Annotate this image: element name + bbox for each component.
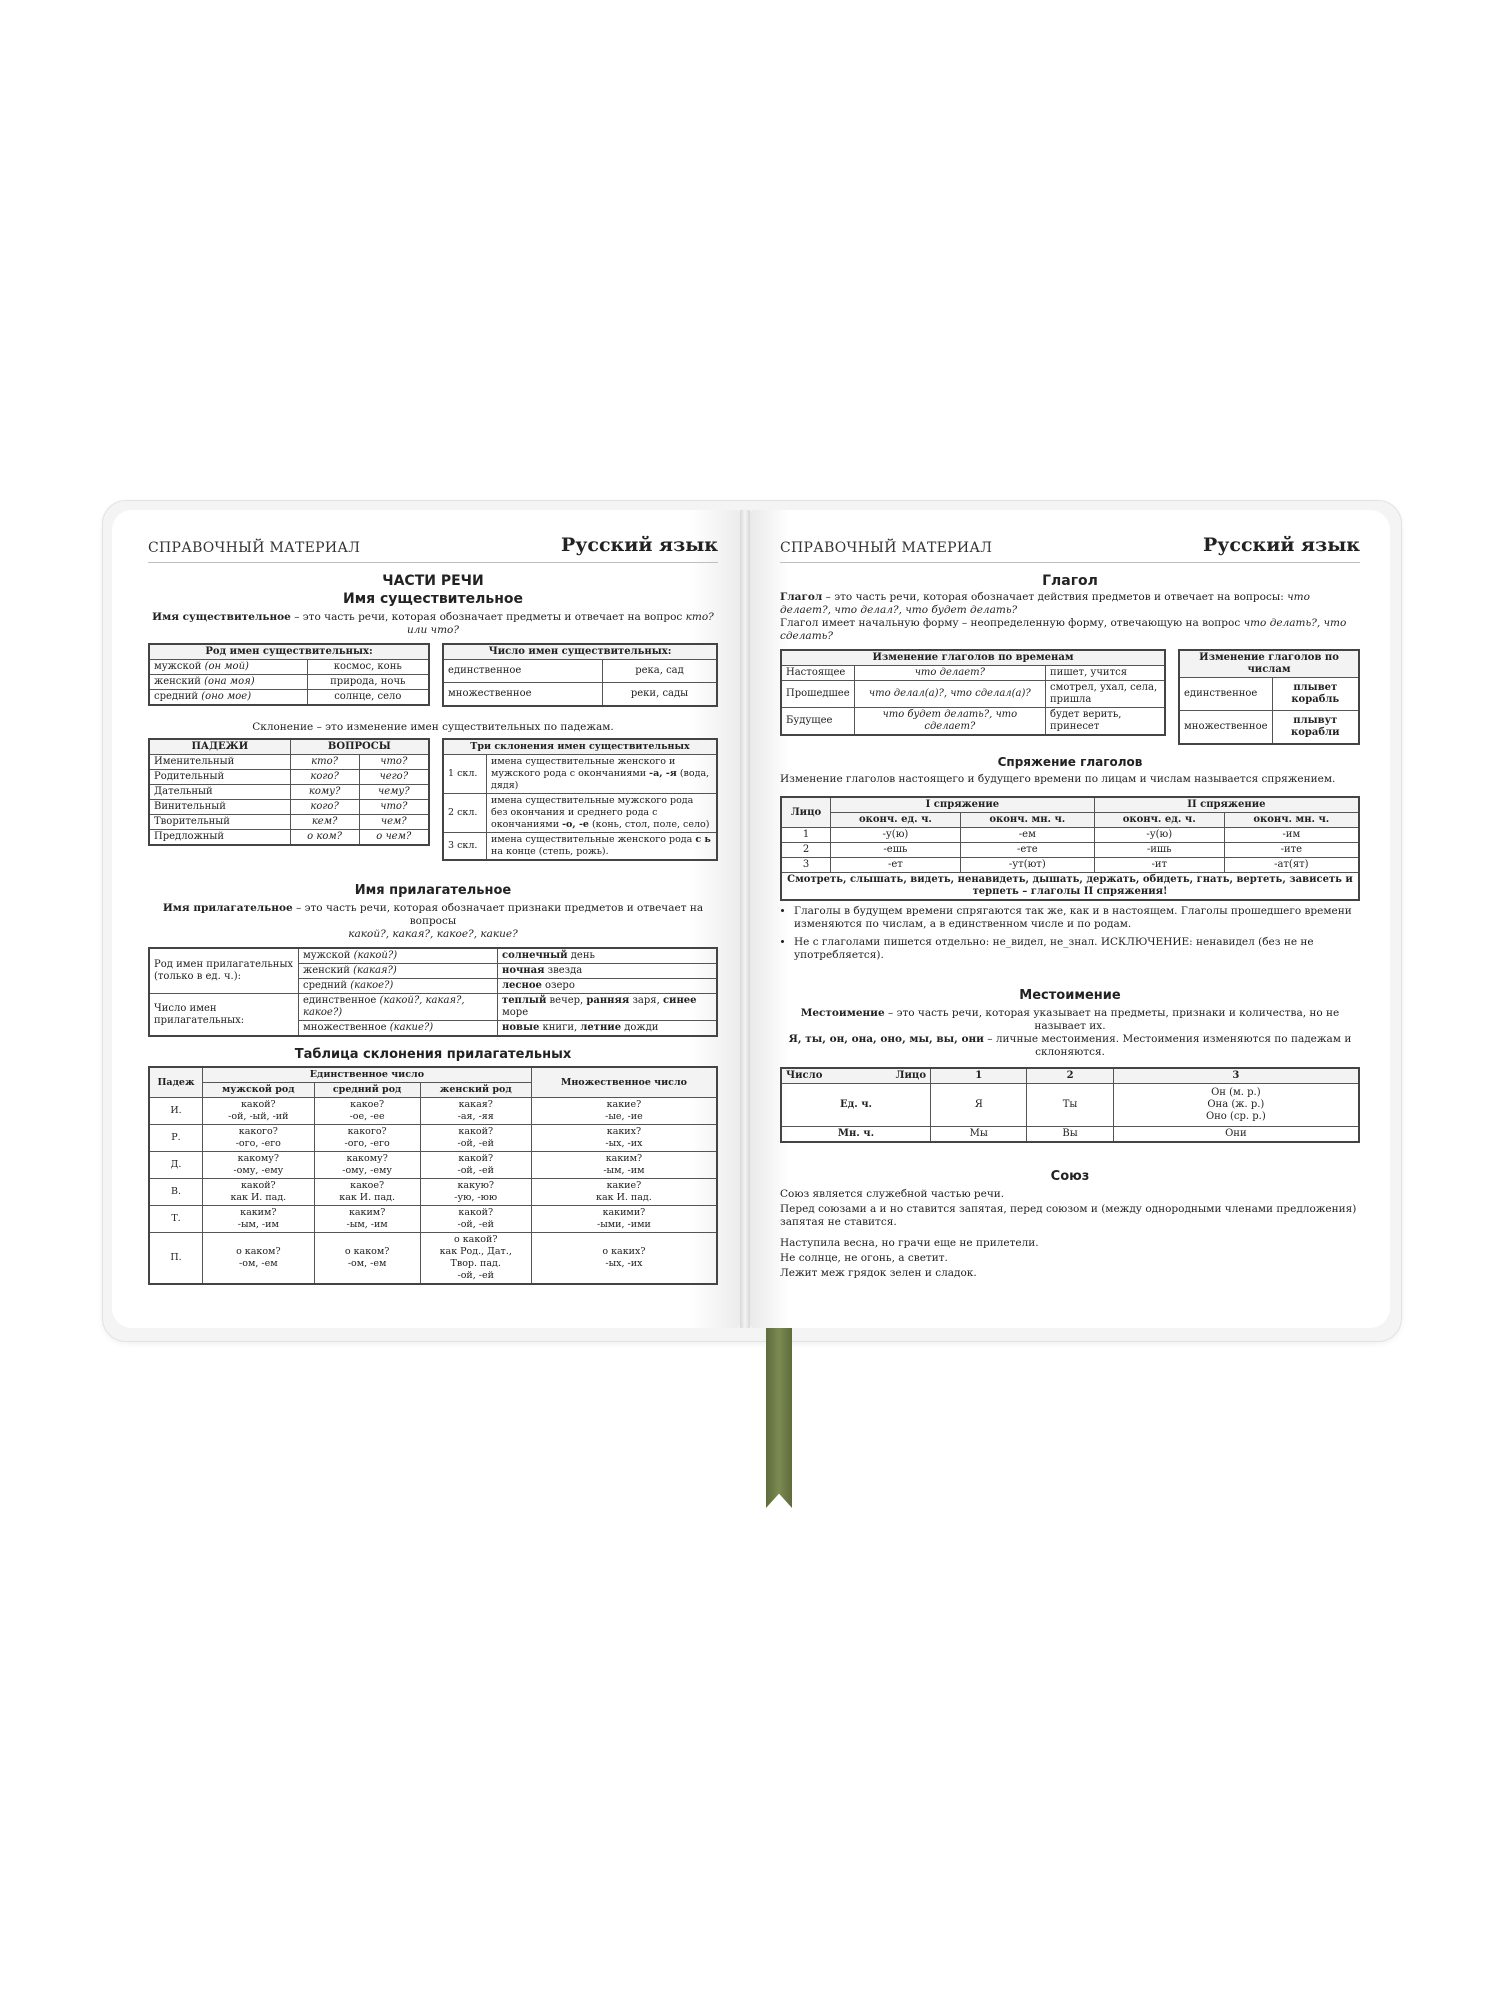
header-label: СПРАВОЧНЫЙ МАТЕРИАЛ [780,540,993,556]
three-declensions-table: Три склонения имен существительных 1 скл. имена существительные женского и мужского рода с окончаниями -а, -я (вода, дядя) 2 скл. имена существительные мужского рода без окончания и среднего рода с окончаниями -о, -е (конь, стол, поле, село) 3 скл. имена существительные женского рода с ь на конце (степь, рожь). [442,738,718,861]
case-cell: П. [149,1233,203,1285]
conjugation-definition: Изменение глаголов настоящего и будущего времени по лицам и числам называется спряжением. [780,773,1336,785]
ending-cell: какой? -ой, -ей [420,1152,531,1179]
ending-cell: о какой? как Род., Дат., Твор. пад. -ой, -ей [420,1233,531,1285]
header-subject: Русский язык [560,534,718,556]
union-line: Союз является служебной частью речи. [780,1188,1005,1200]
ending-cell: о каком? -ом, -ем [314,1233,420,1285]
ending-cell: какой? -ой, -ый, -ий [203,1098,315,1125]
union-line: Перед союзами а и но ставится запятая, перед союзом и (между однородными членами предложения) запятая не ставится. [780,1203,1357,1228]
ending-cell: о каких? -ых, -их [531,1233,717,1285]
pronoun-title: Местоимение [1019,988,1121,1003]
noun-gender-table: Род имен существительных: мужской (он мой) космос, конь женский (она моя) природа, ночь средний (оно мое) солнце, село [148,643,430,706]
ending-cell: какими? -ыми, -ими [531,1206,717,1233]
page-header [780,534,1360,563]
table-row [149,1179,717,1206]
ending-cell: о каком? -ом, -ем [203,1233,315,1285]
page-header [148,534,718,563]
ending-cell: какие? -ые, -ие [531,1098,717,1125]
verb-notes [780,905,1360,962]
noun-definition: Имя существительное – это часть речи, которая обозначает предметы и отвечает на вопрос кто? или что? [152,611,714,636]
ending-cell: какой? -ой, -ей [420,1125,531,1152]
header-subject: Русский язык [1202,534,1360,556]
case-cell: Д. [149,1152,203,1179]
adjective-definition: Имя прилагательное – это часть речи, которая обозначает признаки предметов и отвечает на вопросы какой?, какая?, какое?, какие? [162,902,704,940]
ending-cell: какого? -ого, -его [314,1125,420,1152]
ending-cell: каким? -ым, -им [314,1206,420,1233]
union-example: Лежит меж грядок зелен и сладок. [780,1267,977,1279]
header-label: СПРАВОЧНЫЙ МАТЕРИАЛ [148,540,361,556]
ending-cell: какой? -ой, -ей [420,1206,531,1233]
pronoun-definition: Местоимение – это часть речи, которая указывает на предметы, признаки и количества, но не называет их. Я, ты, он, она, оно, мы, вы, они – личные местоимения. Местоимения изменяются по падежам и склоняются. [788,1007,1352,1058]
union-title: Союз [1050,1169,1090,1184]
note-item: • Глаголы в будущем времени спрягаются так же, как и в настоящем. Глаголы прошедшего времени изменяются по числам, а в единственном числе и по родам. [794,905,1360,931]
left-page [112,510,740,1328]
verb-number-table: Изменение глаголов по числам единственное плывет корабль множественное плывут корабли [1178,649,1360,745]
ending-cell: каким? -ым, -им [531,1152,717,1179]
verb-definition: Глагол – это часть речи, которая обозначает действия предметов и отвечает на вопросы: что делает?, что делал?, что будет делать? Глагол имеет начальную форму – неопределенную форму, отвечающую на вопрос что делать?, что сделать? [780,591,1347,642]
ending-cell: какого? -ого, -его [203,1125,315,1152]
section-title: ЧАСТИ РЕЧИ [382,573,484,589]
ending-cell: какому? -ому, -ему [203,1152,315,1179]
ending-cell: какие? как И. пад. [531,1179,717,1206]
table-row [149,1206,717,1233]
adjective-table: Род имен прилагательных (только в ед. ч.): мужской (какой?) солнечный день женский (какая?) ночная звезда средний (какое?) лесное озеро Число имен прилагательных: единственное (какой?, какая?, какое?) теплый вечер, ранняя заря, синее море множественное (какие?) новые книги, летние дожди [148,947,718,1037]
case-cell: В. [149,1179,203,1206]
ending-cell: какой? как И. пад. [203,1179,315,1206]
ending-cell: какому? -ому, -ему [314,1152,420,1179]
case-cell: Р. [149,1125,203,1152]
ending-cell: какое? -ое, -ее [314,1098,420,1125]
verb-tense-table: Изменение глаголов по временам Настоящее что делает? пишет, учится Прошедшее что делал(а)?, что сделал(а)? смотрел, ухал, села, пришла Будущее что будет делать?, что сделает? будет верить, принесет [780,649,1166,736]
ending-cell: какую? -ую, -юю [420,1179,531,1206]
case-cell: Т. [149,1206,203,1233]
verb-title: Глагол [1042,573,1098,589]
conjugation-table: Лицо I спряжение II спряжение оконч. ед. ч. оконч. мн. ч. оконч. ед. ч. оконч. мн. ч. 1 -у(ю) -ем -у(ю) -им 2 -ешь -ете -ишь -ите 3 -ет -ут(ют) -ит -ат(ят) Смотреть, слышать, видеть, ненавидеть, дышать, держать, обидеть, гнать, вертеть, зависеть и терпеть – глаголы II спряжения! [780,796,1360,901]
pronoun-table: Число Лицо 1 2 3 Ед. ч. Я Ты Он (м. р.) Она (ж. р.) Оно (ср. р.) Мн. ч. Мы Вы Они [780,1067,1360,1143]
table-row [149,1152,717,1179]
declension-definition: Склонение – это изменение имен существительных по падежам. [252,721,614,733]
table-row [149,1125,717,1152]
adjective-title: Имя прилагательное [354,883,512,898]
notebook-spine [740,510,750,1328]
ending-cell: какое? как И. пад. [314,1179,420,1206]
union-example: Не солнце, не огонь, а светит. [780,1252,948,1264]
ending-cell: какая? -ая, -яя [420,1098,531,1125]
adjective-declension-title: Таблица склонения прилагательных [294,1047,572,1062]
cases-table: ПАДЕЖИ ВОПРОСЫ Именительный кто? что? Родительный кого? чего? Дательный кому? чему? Винительный кого? что? Творительный кем? чем? Предложный о ком? о чем? [148,738,430,846]
table-row [149,1098,717,1125]
note-item: • Не с глаголами пишется отдельно: не_видел, не_знал. ИСКЛЮЧЕНИЕ: ненавидел (без не не употребляется). [794,936,1360,962]
noun-title: Имя существительное [342,591,523,607]
table-row [149,1233,717,1285]
noun-number-table: Число имен существительных: единственное река, сад множественное реки, сады [442,643,718,707]
adjective-declension-table: Падеж Единственное число Множественное число мужской род средний род женский род И. какой? -ой, -ый, -ий какое? -ое, -ее какая? -ая, -яя какие? -ые, -ие Р. какого? -ого, -его какого? -ого, -его какой? -ой, -ей каких? -ых, -их Д. какому? -ому, -ему какому? -ому, -ему какой? -ой, -ей каким? -ым, -им В. какой? как И. пад. какое? как И. пад. какую? -ую, -юю какие? как И. пад. Т. каким? -ым, -им каким? -ым, -им какой? -ой, -ей какими? -ыми, -ими П. о каком? -ом, -ем о каком? -ом, -ем о какой? как Род., Дат., Твор. пад. -ой, -ей о каких? -ых, -их [148,1066,718,1285]
right-page [750,510,1390,1328]
bookmark-ribbon[interactable] [766,1328,792,1508]
ending-cell: каким? -ым, -им [203,1206,315,1233]
case-cell: И. [149,1098,203,1125]
union-example: Наступила весна, но грачи еще не прилетели. [780,1237,1039,1249]
ending-cell: каких? -ых, -их [531,1125,717,1152]
conjugation-title: Спряжение глаголов [997,755,1143,769]
